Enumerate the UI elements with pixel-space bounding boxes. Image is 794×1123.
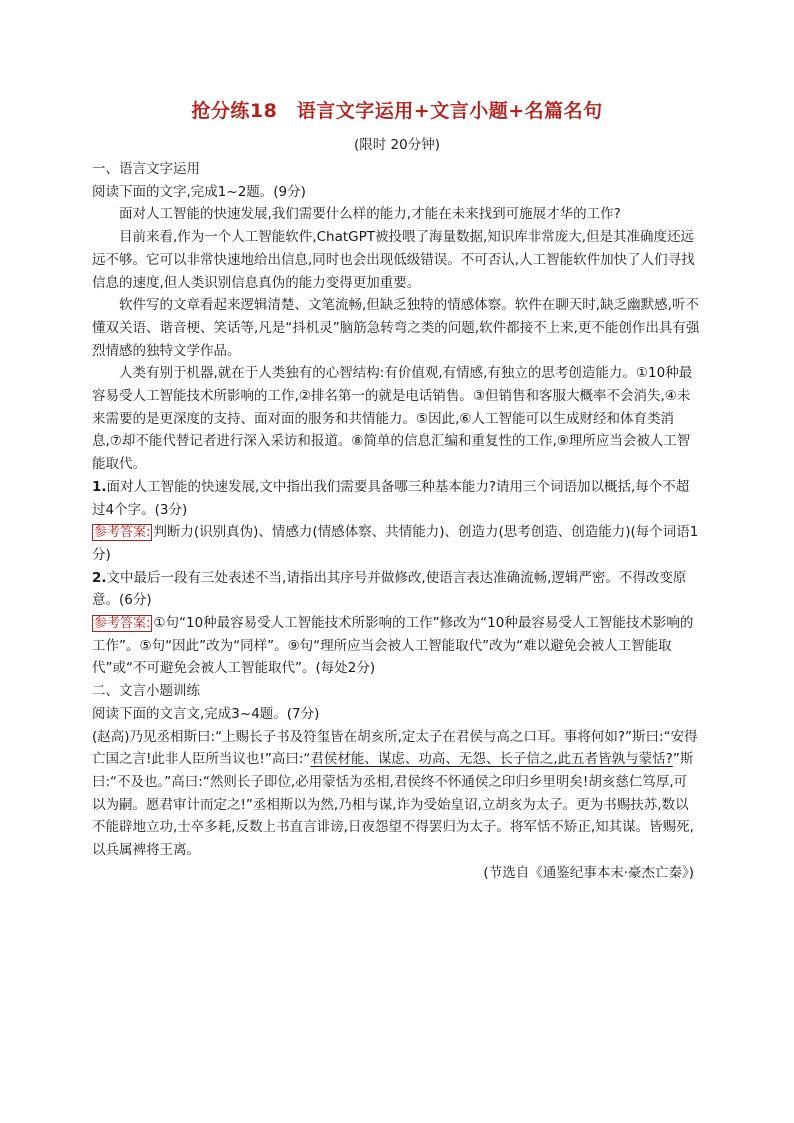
answer-2 [92,612,700,680]
question-1 [92,476,700,521]
section-heading-language: 一、语言文字运用 [92,161,200,177]
question-1-number: 1. [92,478,107,495]
page-title: 抢分练18 语言文字运用+文言小题+名篇名句 [191,100,603,122]
classical-passage-part: (赵高)乃见丞相斯曰:“上赐长子书及符玺皆在胡亥所,定太子在君侯与高之口耳。事将何如?”斯曰:“安得亡国之言!此非人臣所当议也!”高曰:“ [92,728,698,768]
passage-paragraph: 目前来看,作为一个人工智能软件,ChatGPT被投喂了海量数据,知识库非常庞大,但是其准确度还远远不够。它可以非常快速地给出信息,同时也会出现低级错误。不可否认,人工智能软件加快了人们寻找信息的速度,但人类识别信息真伪的能力变得更加重要。 [92,229,695,291]
passage-paragraph: 软件写的文章看起来逻辑清楚、文笔流畅,但缺乏独特的情感体察。软件在聊天时,缺乏幽默感,听不懂双关语、谐音梗、笑话等,凡是“抖机灵”脑筋急转弯之类的问题,软件都接不上来,更不能创作出具有强烈情感的独特文学作品。 [92,297,700,359]
section-heading-classical: 二、文言小题训练 [92,683,200,700]
answer-tag: 参考答案: [94,616,151,632]
passage-paragraph: 人类有别于机器,就在于人类独有的心智结构:有价值观,有情感,有独立的思考创造能力。①10种最容易受人工智能技术所影响的工作,②排名第一的就是电话销售。③但销售和客服大概率不会消失,④未来需要的是更深度的支持、面对面的服务和共情能力。⑤因此,⑥人工智能可以生成财经和体育类消息,⑦却不能代替记者进行深入采访和报道。⑧简单的信息汇编和重复性的工作,⑨理所应当会被人工智能取代。 [92,365,693,473]
time-limit: (限时 20分钟) [353,137,440,153]
classical-passage-part: ”斯曰:“不及也。”高曰:“然则长子即位,必用蒙恬为丞相,君侯终不怀通侯之印归乡里明矣!胡亥慈仁笃厚,可以为嗣。愿君审计而定之!”丞相斯以为然,乃相与谋,诈为受始皇诏,立胡亥为太子。更为书赐扶苏,数以不能辟地立功,士卒多耗,反数上书直言诽谤,日夜怨望不得罢归为太子。将军恬不矫正,知其谋。皆赐死,以兵属裨将王离。 [92,751,694,859]
passage-paragraph: 面对人工智能的快速发展,我们需要什么样的能力,才能在未来找到可施展才华的工作? [119,206,621,223]
section-instruction-language: 阅读下面的文字,完成1~2题。(9分) [92,183,306,200]
classical-passage [92,726,700,862]
passage-source: (节选自《通鉴纪事本末·豪杰亡秦》) [483,864,694,881]
underlined-sentence: 君侯材能、谋虑、功高、无怨、长子信之,此五者皆孰与蒙恬? [310,751,673,768]
answer-1 [92,521,700,566]
question-1-text: 面对人工智能的快速发展,文中指出我们需要具备哪三种基本能力?请用三个词语加以概括,每个不超过4个字。(3分) [92,478,690,518]
question-2-text: 文中最后一段有三处表述不当,请指出其序号并做修改,使语言表达准确流畅,逻辑严密。不得改变原意。(6分) [92,569,687,609]
answer-tag: 参考答案: [94,525,151,541]
document-body [92,158,700,885]
question-2 [92,567,700,612]
answer-2-text: ①句“10种最容易受人工智能技术所影响的工作”修改为“10种最容易受人工智能技术影响的工作”。⑤句“因此”改为“同样”。⑨句“理所应当会被人工智能取代”改为“难以避免会被人工智能取代”或“不可避免会被人工智能取代”。(每处2分) [92,615,694,677]
question-2-number: 2. [92,569,107,586]
section-instruction-classical: 阅读下面的文言文,完成3~4题。(7分) [92,705,320,722]
answer-1-text: 判断力(识别真伪)、情感力(情感体察、共情能力)、创造力(思考创造、创造能力)(每个词语1分) [92,524,699,563]
